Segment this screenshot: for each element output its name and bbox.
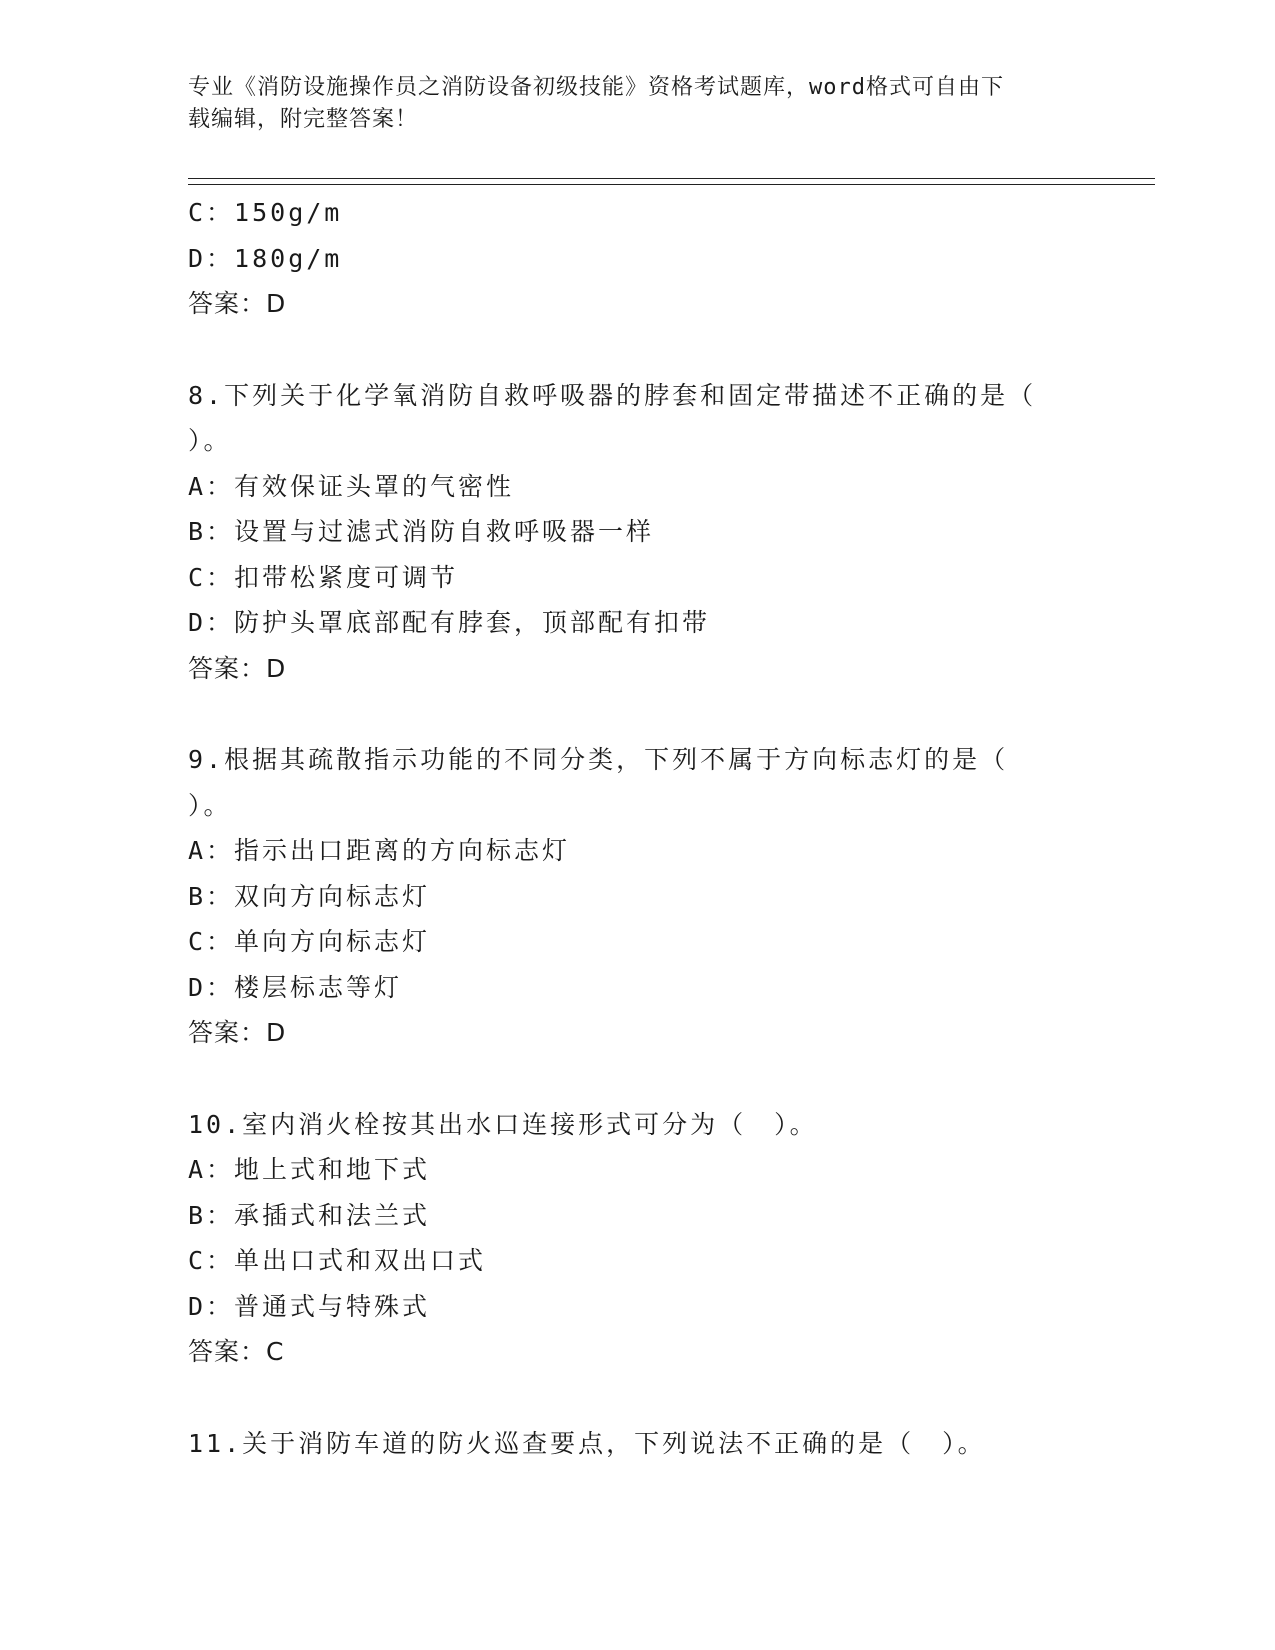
question-stem: 11.关于消防车道的防火巡查要点，下列说法不正确的是（ ）。 xyxy=(188,1428,986,1458)
option-a: A：有效保证头罩的气密性 xyxy=(188,471,515,501)
option-c: C：扣带松紧度可调节 xyxy=(188,562,459,592)
option-a: A：地上式和地下式 xyxy=(188,1155,431,1184)
option-d: D：普通式与特殊式 xyxy=(188,1291,431,1321)
answer: 答案：C xyxy=(188,1337,285,1366)
option-c: C：单出口式和双出口式 xyxy=(188,1246,487,1275)
question-8 xyxy=(188,373,1068,692)
question-stem: 9.根据其疏散指示功能的不同分类，下列不属于方向标志灯的是（ xyxy=(188,745,1009,774)
answer: 答案：D xyxy=(188,1018,287,1047)
option-c: C：单向方向标志灯 xyxy=(188,927,431,956)
spacer xyxy=(188,691,1068,737)
question-stem: 10.室内消火栓按其出水口连接形式可分为（ ）。 xyxy=(188,1109,818,1139)
option-c: C：150g/m xyxy=(188,198,343,227)
option-b: B：双向方向标志灯 xyxy=(188,881,431,911)
question-9 xyxy=(188,737,1068,1056)
question-stem-cont: ）。 xyxy=(188,790,232,820)
option-d: D：楼层标志等灯 xyxy=(188,972,403,1002)
option-b: B：承插式和法兰式 xyxy=(188,1200,431,1230)
option-a: A：指示出口距离的方向标志灯 xyxy=(188,836,571,865)
question-list xyxy=(188,190,1068,1466)
header-line-2: 载编辑，附完整答案！ xyxy=(188,107,419,132)
option-d: D：180g/m xyxy=(188,243,343,273)
option-d: D：防护头罩底部配有脖套，顶部配有扣带 xyxy=(188,608,711,637)
header-line-1: 专业《消防设施操作员之消防设备初级技能》资格考试题库，word格式可自由下 xyxy=(188,75,1004,100)
spacer xyxy=(188,1375,1068,1421)
spacer xyxy=(188,1056,1068,1102)
header-divider xyxy=(188,178,1155,185)
option-b: B：设置与过滤式消防自救呼吸器一样 xyxy=(188,517,655,546)
document-header xyxy=(188,72,1068,136)
question-11 xyxy=(188,1421,1068,1467)
question-stem-cont: ）。 xyxy=(188,426,232,455)
answer: 答案：D xyxy=(188,289,287,318)
question-stem: 8.下列关于化学氧消防自救呼吸器的脖套和固定带描述不正确的是（ xyxy=(188,380,1037,410)
question-10 xyxy=(188,1102,1068,1375)
answer: 答案：D xyxy=(188,653,287,683)
spacer xyxy=(188,327,1068,373)
question-7-tail xyxy=(188,190,1068,327)
